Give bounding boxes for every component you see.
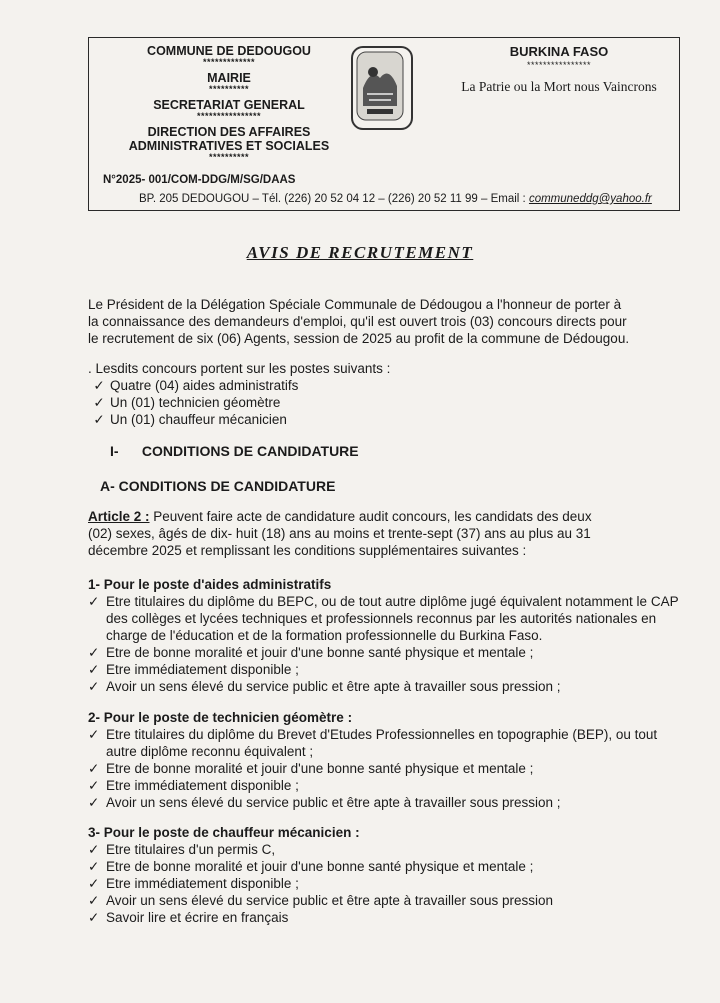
list-item — [88, 644, 688, 661]
item-text: Etre titulaires du diplôme du BEPC, ou de tout autre diplôme jugé équivalent notamment le CAP des collèges et lycées techniques et professionnels reconnus par les autorités nationales en charge de l'éducation et de la formation professionnelle du Burkina Faso. — [106, 594, 679, 643]
country-name: BURKINA FASO — [509, 44, 609, 59]
secretariat-label: SECRETARIAT GENERAL — [153, 98, 305, 112]
check-icon: ✓ — [88, 859, 100, 874]
list-item — [88, 760, 688, 777]
check-icon: ✓ — [93, 395, 105, 410]
article-2 — [88, 508, 683, 559]
posts-list — [88, 360, 683, 428]
article-text: (02) sexes, âgés de dix- huit (18) ans au moins et trente-sept (37) ans au plus au 31 — [88, 526, 591, 541]
post-label: Un (01) technicien géomètre — [110, 395, 281, 410]
intro-line: Le Président de la Délégation Spéciale Communale de Dédougou a l'honneur de porter à — [88, 297, 622, 312]
list-item — [88, 593, 688, 644]
check-icon: ✓ — [88, 727, 100, 742]
direction-label-2: ADMINISTRATIVES ET SOCIALES — [128, 139, 330, 153]
block-heading: 3- Pour le poste de chauffeur mécanicien : — [88, 825, 360, 840]
intro-line: le recrutement de six (06) Agents, session de 2025 au profit de la commune de Dédougou. — [88, 331, 630, 346]
section-heading-a: A- CONDITIONS DE CANDIDATURE — [100, 478, 336, 494]
list-item — [88, 892, 688, 909]
post-label: Un (01) chauffeur mécanicien — [110, 412, 287, 427]
intro-line: la connaissance des demandeurs d'emploi, qu'il est ouvert trois (03) concours directs pour — [88, 314, 627, 329]
check-icon: ✓ — [88, 662, 100, 677]
item-text: Etre de bonne moralité et jouir d'une bonne santé physique et mentale ; — [106, 645, 534, 660]
conditions-block-geometre — [88, 709, 688, 811]
item-text: Etre titulaires d'un permis C, — [106, 842, 276, 857]
check-icon: ✓ — [88, 893, 100, 908]
contact-text: BP. 205 DEDOUGOU – Tél. (226) 20 52 04 12 – (226) 20 52 11 99 – Email : — [139, 193, 529, 205]
section-heading-1: I- CONDITIONS DE CANDIDATURE — [110, 443, 359, 459]
stars-divider: ********** — [208, 84, 250, 94]
block-heading: 2- Pour le poste de technicien géomètre : — [88, 710, 353, 725]
document-title: AVIS DE RECRUTEMENT — [246, 243, 474, 262]
conditions-block-chauffeur — [88, 824, 688, 926]
article-text: Peuvent faire acte de candidature audit concours, les candidats des deux — [149, 509, 592, 524]
item-text: Etre de bonne moralité et jouir d'une bonne santé physique et mentale ; — [106, 761, 534, 776]
check-icon: ✓ — [88, 645, 100, 660]
list-item — [88, 875, 688, 892]
email-link[interactable]: communeddg@yahoo.fr — [528, 193, 652, 205]
national-motto: La Patrie ou la Mort nous Vaincrons — [461, 79, 657, 94]
article-label: Article 2 : — [88, 509, 150, 524]
intro-paragraph — [88, 296, 683, 347]
check-icon: ✓ — [88, 910, 100, 925]
check-icon: ✓ — [88, 679, 100, 694]
item-text: Avoir un sens élevé du service public et être apte à travailler sous pression — [106, 893, 553, 908]
check-icon: ✓ — [88, 842, 100, 857]
letterhead-left — [89, 44, 369, 161]
check-icon: ✓ — [88, 795, 100, 810]
check-icon: ✓ — [88, 594, 100, 609]
check-icon: ✓ — [93, 412, 105, 427]
item-text: Etre immédiatement disponible ; — [106, 662, 299, 677]
list-item — [88, 794, 688, 811]
check-icon: ✓ — [88, 876, 100, 891]
mairie-label: MAIRIE — [207, 71, 251, 85]
stars-divider: **************** — [526, 60, 592, 70]
list-item — [88, 661, 688, 678]
conditions-block-admin — [88, 576, 688, 695]
letterhead — [88, 37, 680, 211]
check-icon: ✓ — [88, 778, 100, 793]
item-text: Avoir un sens élevé du service public et être apte à travailler sous pression ; — [106, 795, 561, 810]
posts-intro: . Lesdits concours portent sur les postes suivants : — [88, 361, 391, 376]
list-item — [88, 678, 688, 695]
list-item — [88, 777, 688, 794]
item-text: Avoir un sens élevé du service public et être apte à travailler sous pression ; — [106, 679, 561, 694]
list-item — [88, 411, 683, 428]
letterhead-right — [444, 44, 674, 95]
stars-divider: ********** — [208, 152, 250, 162]
item-text: Etre immédiatement disponible ; — [106, 778, 299, 793]
item-text: Etre immédiatement disponible ; — [106, 876, 299, 891]
seal-emblem-icon — [353, 48, 407, 124]
check-icon: ✓ — [88, 761, 100, 776]
stars-divider: **************** — [196, 111, 262, 121]
list-item — [88, 377, 683, 394]
item-text: Savoir lire et écrire en français — [106, 910, 289, 925]
commune-name: COMMUNE DE DEDOUGOU — [147, 44, 311, 58]
list-item — [88, 909, 688, 926]
article-text: décembre 2025 et remplissant les conditions supplémentaires suivantes : — [88, 543, 527, 558]
item-text: Etre de bonne moralité et jouir d'une bonne santé physique et mentale ; — [106, 859, 534, 874]
check-icon: ✓ — [93, 378, 105, 393]
list-item — [88, 858, 688, 875]
stars-divider: ************* — [202, 57, 256, 67]
direction-label-1: DIRECTION DES AFFAIRES — [147, 125, 311, 139]
block-heading: 1- Pour le poste d'aides administratifs — [88, 577, 332, 592]
contact-line — [139, 193, 652, 205]
list-item — [88, 726, 688, 760]
post-label: Quatre (04) aides administratifs — [110, 378, 299, 393]
list-item — [88, 841, 688, 858]
commune-seal-logo — [351, 46, 413, 130]
item-text: Etre titulaires du diplôme du Brevet d'Etudes Professionnelles en topographie (BEP), ou tout autre diplôme reconnu équivalent ; — [106, 727, 658, 759]
list-item — [88, 394, 683, 411]
reference-number: N°2025- 001/COM-DDG/M/SG/DAAS — [103, 174, 296, 186]
